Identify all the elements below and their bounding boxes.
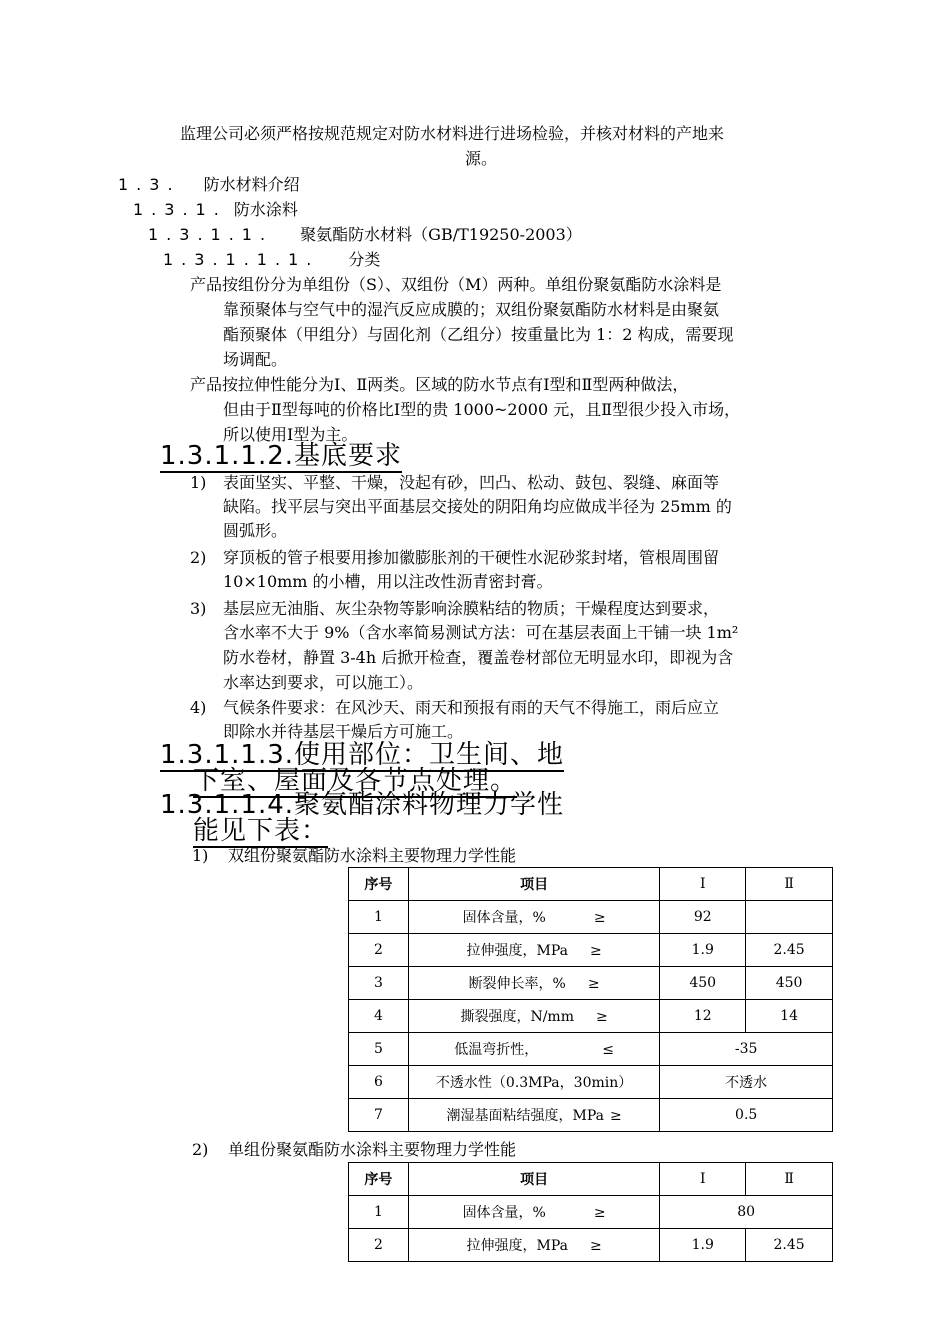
heading-number: 1.3.1.1.: [148, 225, 274, 244]
class-p2-line-3: 所以使用Ⅰ型为主。: [223, 425, 358, 444]
base-item-4-line-1: 气候条件要求：在风沙天、雨天和预报有雨的天气不得施工，雨后应立: [223, 698, 720, 717]
heading-text: 聚氨酯防水材料（GB/T19250-2003）: [300, 225, 582, 244]
cell-no: 2: [349, 934, 409, 967]
cell-merged: 80: [660, 1196, 833, 1229]
cell-v2: 14: [746, 1000, 833, 1033]
cell-item: 断裂伸长率，% ≥: [408, 967, 659, 1000]
cell-merged: -35: [660, 1033, 833, 1066]
intro-line-2: 源。: [465, 149, 498, 168]
base-item-3-num: 3): [190, 599, 207, 618]
cell-no: 6: [349, 1066, 409, 1099]
cell-merged: 不透水: [660, 1066, 833, 1099]
table2-caption-num: 2): [192, 1140, 209, 1159]
usage-heading-line-2: 下室、屋面及各节点处理。: [193, 766, 518, 796]
table-row: [349, 1000, 833, 1033]
class-p2-line-2: 但由于Ⅱ型每吨的价格比Ⅰ型的贵 1000~2000 元，且Ⅱ型很少投入市场，: [223, 400, 741, 419]
cell-v2: [746, 901, 833, 934]
physical-heading-line-1: 1.3.1.1.4.聚氨酯涂料物理力学性: [160, 790, 565, 820]
cell-v1: 12: [660, 1000, 746, 1033]
heading-number: 1.3.: [118, 175, 181, 194]
header-item: 项目: [408, 868, 659, 901]
header-type-1: Ⅰ: [660, 1163, 746, 1196]
base-item-2-line-2: 10×10mm 的小槽，用以注改性沥青密封膏。: [223, 572, 553, 591]
heading-text: 防水材料介绍: [203, 175, 300, 194]
cell-no: 7: [349, 1099, 409, 1132]
cell-item: 撕裂强度，N/mm ≥: [408, 1000, 659, 1033]
base-item-1-line-2: 缺陷。找平层与突出平面基层交接处的阴阳角均应做成半径为 25mm 的: [223, 497, 732, 516]
base-item-3-line-4: 水率达到要求，可以施工）。: [223, 673, 424, 692]
table2-header-row: [349, 1163, 833, 1196]
cell-v2: 2.45: [746, 934, 833, 967]
cell-v2: 2.45: [746, 1229, 833, 1262]
cell-item: 拉伸强度，MPa ≥: [408, 1229, 659, 1262]
heading-1-3-1-1-1: [163, 247, 380, 272]
class-p1-line-2: 靠预聚体与空气中的湿汽反应成膜的；双组份聚氨酯防水材料是由聚氨: [223, 300, 720, 319]
heading-text: 分类: [348, 250, 381, 269]
table-row: [349, 1099, 833, 1132]
class-p1-line-1: 产品按组份分为单组份（S）、双组份（M）两种。单组份聚氨酯防水涂料是: [190, 275, 722, 294]
cell-v2: 450: [746, 967, 833, 1000]
cell-v1: 1.9: [660, 1229, 746, 1262]
base-item-3-line-3: 防水卷材，静置 3-4h 后掀开检查，覆盖卷材部位无明显水印，即视为含: [223, 648, 734, 667]
cell-v1: 1.9: [660, 934, 746, 967]
base-heading: 1.3.1.1.2.基底要求: [160, 441, 403, 471]
base-item-1-line-3: 圆弧形。: [223, 521, 288, 540]
class-p1-line-4: 场调配。: [223, 350, 288, 369]
table2-caption: 单组份聚氨酯防水涂料主要物理力学性能: [228, 1140, 517, 1159]
cell-item: 固体含量，% ≥: [408, 901, 659, 934]
cell-merged: 0.5: [660, 1099, 833, 1132]
cell-item: 固体含量，% ≥: [408, 1196, 659, 1229]
table-row: [349, 901, 833, 934]
header-no: 序号: [349, 1163, 409, 1196]
base-item-3-line-1: 基层应无油脂、灰尘杂物等影响涂膜粘结的物质；干燥程度达到要求，: [223, 599, 720, 618]
base-item-2-num: 2): [190, 548, 207, 567]
heading-1-3: [118, 172, 300, 197]
table2: [348, 1162, 833, 1262]
cell-item: 拉伸强度，MPa ≥: [408, 934, 659, 967]
header-no: 序号: [349, 868, 409, 901]
table1: [348, 867, 833, 1132]
heading-1-3-1: [133, 197, 298, 222]
class-p1-line-3: 酯预聚体（甲组分）与固化剂（乙组分）按重量比为 1：2 构成，需要现: [223, 325, 734, 344]
header-type-2: Ⅱ: [746, 868, 833, 901]
cell-item: 不透水性（0.3MPa，30min）: [408, 1066, 659, 1099]
table-row: [349, 1196, 833, 1229]
table1-header-row: [349, 868, 833, 901]
table-row: [349, 1066, 833, 1099]
cell-item: 潮湿基面粘结强度，MPa ≥: [408, 1099, 659, 1132]
base-item-3-line-2: 含水率不大于 9%（含水率简易测试方法：可在基层表面上干铺一块 1m²: [223, 623, 739, 642]
table-row: [349, 1229, 833, 1262]
header-item: 项目: [408, 1163, 659, 1196]
cell-v1: 92: [660, 901, 746, 934]
cell-no: 4: [349, 1000, 409, 1033]
table1-caption-num: 1): [192, 846, 209, 865]
physical-heading-line-2: 能见下表：: [193, 816, 329, 846]
cell-no: 1: [349, 1196, 409, 1229]
base-item-1-num: 1): [190, 473, 207, 492]
base-item-2-line-1: 穿顶板的管子根要用掺加徽膨胀剂的干硬性水泥砂浆封堵，管根周围留: [223, 548, 720, 567]
table1-caption: 双组份聚氨酯防水涂料主要物理力学性能: [228, 846, 517, 865]
base-item-4-num: 4): [190, 698, 207, 717]
heading-number: 1.3.1.1.1.: [163, 250, 320, 269]
heading-text: 防水涂料: [233, 200, 298, 219]
cell-no: 3: [349, 967, 409, 1000]
cell-no: 1: [349, 901, 409, 934]
cell-no: 2: [349, 1229, 409, 1262]
base-item-1-line-1: 表面坚实、平整、干燥，没起有砂，凹凸、松动、鼓包、裂缝、麻面等: [223, 473, 720, 492]
table-row: [349, 1033, 833, 1066]
base-item-4-line-2: 即除水并待基层干燥后方可施工。: [223, 722, 464, 741]
header-type-2: Ⅱ: [746, 1163, 833, 1196]
cell-item: 低温弯折性， ≤: [408, 1033, 659, 1066]
class-p2-line-1: 产品按拉伸性能分为Ⅰ、Ⅱ两类。区域的防水节点有Ⅰ型和Ⅱ型两种做法，: [190, 375, 689, 394]
intro-line-1: 监理公司必须严格按规范规定对防水材料进行进场检验，并核对材料的产地来: [180, 124, 725, 143]
header-type-1: Ⅰ: [660, 868, 746, 901]
heading-1-3-1-1: [148, 222, 582, 247]
cell-v1: 450: [660, 967, 746, 1000]
usage-heading-line-1: 1.3.1.1.3.使用部位：卫生间、地: [160, 740, 565, 770]
table-row: [349, 934, 833, 967]
cell-no: 5: [349, 1033, 409, 1066]
heading-number: 1.3.1.: [133, 200, 227, 219]
table-row: [349, 967, 833, 1000]
